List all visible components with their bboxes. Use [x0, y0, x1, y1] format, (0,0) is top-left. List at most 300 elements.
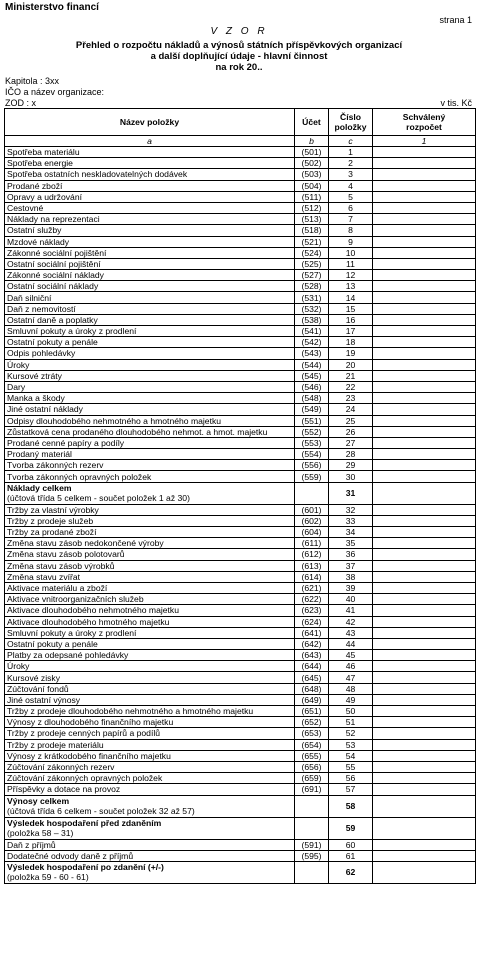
- row-name: Prodaný materiál: [5, 449, 295, 460]
- col-letter-b: b: [295, 136, 329, 147]
- row-budget-cell[interactable]: [373, 214, 476, 225]
- table-row: [5, 247, 476, 258]
- table-row: [5, 393, 476, 404]
- total-name: Výsledek hospodaření po zdanění (+/-): [7, 862, 164, 873]
- table-row: [5, 202, 476, 213]
- row-number: 4: [329, 180, 373, 191]
- row-number: 6: [329, 202, 373, 213]
- table-row: [5, 314, 476, 325]
- row-number: 8: [329, 225, 373, 236]
- total-subtitle: (položka 59 - 60 - 61): [7, 872, 89, 883]
- row-name: Spotřeba energie: [5, 158, 295, 169]
- row-account: (524): [295, 247, 329, 258]
- row-number: 19: [329, 348, 373, 359]
- row-name: Tržby z prodeje cenných papírů a podílů: [5, 728, 295, 739]
- row-name: Ostatní služby: [5, 225, 295, 236]
- row-budget-cell[interactable]: [373, 571, 476, 582]
- row-number: 45: [329, 650, 373, 661]
- row-number: 26: [329, 426, 373, 437]
- col-header-account: Účet: [295, 109, 329, 136]
- ministry-name: Ministerstvo financí: [5, 2, 99, 13]
- row-name: Daň silniční: [5, 292, 295, 303]
- row-name: Zůstatková cena prodaného dlouhodobého nehmot. a hmot. majetku: [5, 426, 295, 437]
- row-name: Prodané zboží: [5, 180, 295, 191]
- zod-label: ZOD : x: [5, 98, 36, 108]
- row-number: 5: [329, 191, 373, 202]
- row-account: (521): [295, 236, 329, 247]
- row-account: (511): [295, 191, 329, 202]
- row-name: Zúčtování zákonných opravných položek: [5, 773, 295, 784]
- row-number: 23: [329, 393, 373, 404]
- table-row: [5, 728, 476, 739]
- row-number: 49: [329, 694, 373, 705]
- row-account: (648): [295, 683, 329, 694]
- row-number: 20: [329, 359, 373, 370]
- row-budget-cell[interactable]: [373, 180, 476, 191]
- total-budget-cell[interactable]: [373, 817, 476, 839]
- row-account: (527): [295, 270, 329, 281]
- table-row: [5, 404, 476, 415]
- row-account: (591): [295, 839, 329, 850]
- row-number: 52: [329, 728, 373, 739]
- table-row: [5, 650, 476, 661]
- row-account: (502): [295, 158, 329, 169]
- row-name: Spotřeba ostatních neskladovatelných dodávek: [5, 169, 295, 180]
- total-name: Výnosy celkem: [7, 796, 70, 806]
- row-name: Ostatní pokuty a penále: [5, 337, 295, 348]
- row-number: 47: [329, 672, 373, 683]
- kapitola-label: Kapitola : 3xx: [5, 76, 60, 86]
- table-row: [5, 571, 476, 582]
- row-name: Zúčtování fondů: [5, 683, 295, 694]
- total-name-cell: [5, 482, 295, 504]
- total-budget-cell[interactable]: [373, 861, 476, 883]
- row-account: (655): [295, 750, 329, 761]
- col-header-budget: [373, 109, 476, 136]
- row-account: (556): [295, 460, 329, 471]
- row-name: Jiné ostatní výnosy: [5, 694, 295, 705]
- row-account: (595): [295, 850, 329, 861]
- row-name: Aktivace dlouhodobého nehmotného majetku: [5, 605, 295, 616]
- row-name: Náklady na reprezentaci: [5, 214, 295, 225]
- row-name: Úroky: [5, 359, 295, 370]
- row-account: (513): [295, 214, 329, 225]
- row-name: Daň z příjmů: [5, 839, 295, 850]
- row-number: 36: [329, 549, 373, 560]
- table-row: [5, 270, 476, 281]
- table-row: [5, 370, 476, 381]
- total-number: 58: [329, 795, 373, 817]
- units-label: v tis. Kč: [440, 98, 472, 108]
- row-budget-cell[interactable]: [373, 672, 476, 683]
- row-number: 18: [329, 337, 373, 348]
- row-budget-cell[interactable]: [373, 839, 476, 850]
- row-budget-cell[interactable]: [373, 773, 476, 784]
- row-name: Dodatečné odvody daně z příjmů: [5, 850, 295, 861]
- row-account: (621): [295, 582, 329, 593]
- total-name-cell: [5, 817, 295, 839]
- table-row: [5, 258, 476, 269]
- row-account: (541): [295, 326, 329, 337]
- row-budget-cell[interactable]: [373, 169, 476, 180]
- row-account: (504): [295, 180, 329, 191]
- row-budget-cell[interactable]: [373, 191, 476, 202]
- table-row: [5, 460, 476, 471]
- row-account: (549): [295, 404, 329, 415]
- row-account: (641): [295, 627, 329, 638]
- table-row: [5, 381, 476, 392]
- row-budget-cell[interactable]: [373, 393, 476, 404]
- row-budget-cell[interactable]: [373, 348, 476, 359]
- row-name: Výnosy z dlouhodobého finančního majetku: [5, 717, 295, 728]
- row-name: Tržby z prodeje dlouhodobého nehmotného a hmotného majetku: [5, 706, 295, 717]
- table-row: [5, 426, 476, 437]
- table-row-total: [5, 861, 476, 883]
- row-account: (659): [295, 773, 329, 784]
- table-row: [5, 471, 476, 482]
- row-name: Smluvní pokuty a úroky z prodlení: [5, 627, 295, 638]
- row-account: (525): [295, 258, 329, 269]
- row-number: 30: [329, 471, 373, 482]
- row-budget-cell[interactable]: [373, 728, 476, 739]
- table-body: [5, 147, 476, 884]
- row-account: (653): [295, 728, 329, 739]
- row-account: (554): [295, 449, 329, 460]
- row-name: Daň z nemovitostí: [5, 303, 295, 314]
- row-name: Zákonné sociální náklady: [5, 270, 295, 281]
- total-name-cell: [5, 861, 295, 883]
- row-budget-cell[interactable]: [373, 638, 476, 649]
- col-header-budget-line2: rozpočet: [406, 122, 442, 132]
- row-budget-cell[interactable]: [373, 784, 476, 795]
- row-budget-cell[interactable]: [373, 437, 476, 448]
- row-name: Opravy a udržování: [5, 191, 295, 202]
- table-row: [5, 292, 476, 303]
- row-budget-cell[interactable]: [373, 850, 476, 861]
- row-budget-cell[interactable]: [373, 616, 476, 627]
- row-number: 3: [329, 169, 373, 180]
- title-line-2: a další doplňující údaje - hlavní činnost: [150, 51, 328, 62]
- table-row: [5, 784, 476, 795]
- row-budget-cell[interactable]: [373, 683, 476, 694]
- table-row: [5, 616, 476, 627]
- row-name: Kursové ztráty: [5, 370, 295, 381]
- row-number: 53: [329, 739, 373, 750]
- col-letter-c: c: [329, 136, 373, 147]
- row-account: (643): [295, 650, 329, 661]
- row-name: Mzdové náklady: [5, 236, 295, 247]
- table-row: [5, 437, 476, 448]
- vzor-label: V Z O R: [210, 26, 268, 37]
- row-account: (624): [295, 616, 329, 627]
- row-budget-cell[interactable]: [373, 627, 476, 638]
- row-number: 15: [329, 303, 373, 314]
- row-number: 1: [329, 147, 373, 158]
- row-budget-cell[interactable]: [373, 326, 476, 337]
- col-header-budget-line1: Schválený: [402, 112, 446, 122]
- row-account: (518): [295, 225, 329, 236]
- row-budget-cell[interactable]: [373, 314, 476, 325]
- row-number: 33: [329, 515, 373, 526]
- table-row: [5, 191, 476, 202]
- col-header-item-line1: Číslo: [339, 112, 361, 122]
- row-number: 2: [329, 158, 373, 169]
- row-number: 43: [329, 627, 373, 638]
- row-account: (542): [295, 337, 329, 348]
- total-subtitle: (položka 58 – 31): [7, 828, 74, 838]
- row-account: (649): [295, 694, 329, 705]
- row-number: 35: [329, 538, 373, 549]
- title-line-3: na rok 20..: [215, 62, 263, 73]
- row-number: 48: [329, 683, 373, 694]
- row-number: 32: [329, 504, 373, 515]
- row-name: Změna stavu zásob výrobků: [5, 560, 295, 571]
- row-account: (601): [295, 504, 329, 515]
- table-row-total: [5, 795, 476, 817]
- row-budget-cell[interactable]: [373, 415, 476, 426]
- row-account: (611): [295, 538, 329, 549]
- row-number: 38: [329, 571, 373, 582]
- row-number: 54: [329, 750, 373, 761]
- row-account: (645): [295, 672, 329, 683]
- table-row: [5, 560, 476, 571]
- row-budget-cell[interactable]: [373, 359, 476, 370]
- col-header-item-line2: položky: [334, 122, 367, 132]
- row-number: 50: [329, 706, 373, 717]
- total-budget-cell[interactable]: [373, 795, 476, 817]
- total-account: [295, 861, 329, 883]
- row-budget-cell[interactable]: [373, 750, 476, 761]
- row-account: (538): [295, 314, 329, 325]
- table-row: [5, 683, 476, 694]
- row-number: 28: [329, 449, 373, 460]
- row-account: (623): [295, 605, 329, 616]
- row-budget-cell[interactable]: [373, 258, 476, 269]
- row-budget-cell[interactable]: [373, 292, 476, 303]
- row-number: 11: [329, 258, 373, 269]
- row-account: (532): [295, 303, 329, 314]
- row-budget-cell[interactable]: [373, 202, 476, 213]
- row-budget-cell[interactable]: [373, 582, 476, 593]
- page-number: strana 1: [439, 15, 472, 25]
- row-budget-cell[interactable]: [373, 281, 476, 292]
- row-budget-cell[interactable]: [373, 706, 476, 717]
- row-budget-cell[interactable]: [373, 538, 476, 549]
- row-budget-cell[interactable]: [373, 303, 476, 314]
- row-budget-cell[interactable]: [373, 515, 476, 526]
- col-letter-1: 1: [373, 136, 476, 147]
- row-name: Ostatní sociální pojištění: [5, 258, 295, 269]
- row-account: (613): [295, 560, 329, 571]
- row-budget-cell[interactable]: [373, 270, 476, 281]
- table-row: [5, 773, 476, 784]
- row-budget-cell[interactable]: [373, 717, 476, 728]
- row-budget-cell[interactable]: [373, 694, 476, 705]
- row-account: (545): [295, 370, 329, 381]
- row-budget-cell[interactable]: [373, 337, 476, 348]
- table-row: [5, 750, 476, 761]
- total-subtitle: (účtová třída 5 celkem - součet položek 1 až 30): [7, 493, 190, 504]
- row-account: (622): [295, 594, 329, 605]
- row-budget-cell[interactable]: [373, 661, 476, 672]
- row-account: (544): [295, 359, 329, 370]
- table-row: [5, 538, 476, 549]
- table-row: [5, 605, 476, 616]
- row-budget-cell[interactable]: [373, 471, 476, 482]
- col-letter-a: a: [5, 136, 295, 147]
- row-budget-cell[interactable]: [373, 527, 476, 538]
- row-name: Zúčtování zákonných rezerv: [5, 761, 295, 772]
- total-number: 62: [329, 861, 373, 883]
- row-budget-cell[interactable]: [373, 560, 476, 571]
- table-row: [5, 672, 476, 683]
- row-account: (691): [295, 784, 329, 795]
- row-account: (644): [295, 661, 329, 672]
- row-number: 39: [329, 582, 373, 593]
- row-budget-cell[interactable]: [373, 594, 476, 605]
- row-number: 17: [329, 326, 373, 337]
- table-row: [5, 504, 476, 515]
- ico-label: IČO a název organizace:: [5, 87, 105, 97]
- row-name: Tržby z prodeje služeb: [5, 515, 295, 526]
- table-row: [5, 415, 476, 426]
- table-row: [5, 638, 476, 649]
- row-account: (512): [295, 202, 329, 213]
- row-budget-cell[interactable]: [373, 449, 476, 460]
- row-budget-cell[interactable]: [373, 739, 476, 750]
- row-name: Změna stavu zásob polotovarů: [5, 549, 295, 560]
- row-number: 13: [329, 281, 373, 292]
- table-row: [5, 180, 476, 191]
- row-account: (503): [295, 169, 329, 180]
- row-number: 12: [329, 270, 373, 281]
- row-number: 34: [329, 527, 373, 538]
- table-row: [5, 225, 476, 236]
- row-name: Prodané cenné papíry a podíly: [5, 437, 295, 448]
- row-account: (543): [295, 348, 329, 359]
- row-number: 14: [329, 292, 373, 303]
- row-account: (612): [295, 549, 329, 560]
- table-row: [5, 359, 476, 370]
- row-account: (604): [295, 527, 329, 538]
- row-name: Odpis pohledávky: [5, 348, 295, 359]
- table-row-total: [5, 817, 476, 839]
- row-name: Zákonné sociální pojištění: [5, 247, 295, 258]
- total-budget-cell[interactable]: [373, 482, 476, 504]
- row-account: (551): [295, 415, 329, 426]
- row-name: Spotřeba materiálu: [5, 147, 295, 158]
- row-name: Jiné ostatní náklady: [5, 404, 295, 415]
- total-account: [295, 817, 329, 839]
- row-budget-cell[interactable]: [373, 426, 476, 437]
- row-name: Tvorba zákonných rezerv: [5, 460, 295, 471]
- table-row: [5, 326, 476, 337]
- row-name: Smluvní pokuty a úroky z prodlení: [5, 326, 295, 337]
- row-name: Ostatní sociální náklady: [5, 281, 295, 292]
- row-budget-cell[interactable]: [373, 650, 476, 661]
- row-budget-cell[interactable]: [373, 504, 476, 515]
- table-row: [5, 281, 476, 292]
- row-name: Aktivace vnitroorganizačních služeb: [5, 594, 295, 605]
- row-budget-cell[interactable]: [373, 460, 476, 471]
- row-budget-cell[interactable]: [373, 247, 476, 258]
- row-name: Odpisy dlouhodobého nehmotného a hmotného majetku: [5, 415, 295, 426]
- row-account: (553): [295, 437, 329, 448]
- row-budget-cell[interactable]: [373, 381, 476, 392]
- row-number: 7: [329, 214, 373, 225]
- row-account: (654): [295, 739, 329, 750]
- table-row: [5, 515, 476, 526]
- row-number: 16: [329, 314, 373, 325]
- row-number: 29: [329, 460, 373, 471]
- row-account: (546): [295, 381, 329, 392]
- total-name-cell: [5, 795, 295, 817]
- table-row: [5, 661, 476, 672]
- row-number: 25: [329, 415, 373, 426]
- row-budget-cell[interactable]: [373, 158, 476, 169]
- row-number: 60: [329, 839, 373, 850]
- row-number: 27: [329, 437, 373, 448]
- row-account: (528): [295, 281, 329, 292]
- row-budget-cell[interactable]: [373, 761, 476, 772]
- row-number: 61: [329, 850, 373, 861]
- total-account: [295, 795, 329, 817]
- table-row: [5, 158, 476, 169]
- table-row: [5, 549, 476, 560]
- col-header-item-number: [329, 109, 373, 136]
- title-line-1: Přehled o rozpočtu nákladů a výnosů státních příspěvkových organizací: [75, 40, 403, 51]
- row-budget-cell[interactable]: [373, 236, 476, 247]
- table-row: [5, 169, 476, 180]
- row-name: Tržby za vlastní výrobky: [5, 504, 295, 515]
- row-number: 44: [329, 638, 373, 649]
- row-account: (501): [295, 147, 329, 158]
- row-name: Cestovné: [5, 202, 295, 213]
- row-budget-cell[interactable]: [373, 370, 476, 381]
- table-row: [5, 839, 476, 850]
- row-number: 42: [329, 616, 373, 627]
- row-name: Tržby z prodeje materiálu: [5, 739, 295, 750]
- table-row: [5, 348, 476, 359]
- row-budget-cell[interactable]: [373, 225, 476, 236]
- row-name: Výnosy z krátkodobého finančního majetku: [5, 750, 295, 761]
- row-budget-cell[interactable]: [373, 404, 476, 415]
- table-row-total: [5, 482, 476, 504]
- total-number: 31: [329, 482, 373, 504]
- table-row: [5, 214, 476, 225]
- row-account: (559): [295, 471, 329, 482]
- table-row: [5, 147, 476, 158]
- row-account: (552): [295, 426, 329, 437]
- row-name: Tvorba zákonných opravných položek: [5, 471, 295, 482]
- row-number: 37: [329, 560, 373, 571]
- total-number: 59: [329, 817, 373, 839]
- row-account: (614): [295, 571, 329, 582]
- row-name: Tržby za prodané zboží: [5, 527, 295, 538]
- table-row: [5, 449, 476, 460]
- row-account: (651): [295, 706, 329, 717]
- total-account: [295, 482, 329, 504]
- row-name: Úroky: [5, 661, 295, 672]
- row-number: 55: [329, 761, 373, 772]
- row-budget-cell[interactable]: [373, 549, 476, 560]
- row-budget-cell[interactable]: [373, 147, 476, 158]
- row-budget-cell[interactable]: [373, 605, 476, 616]
- col-header-name: Název položky: [5, 109, 295, 136]
- row-name: Kursové zisky: [5, 672, 295, 683]
- row-account: (531): [295, 292, 329, 303]
- row-name: Platby za odepsané pohledávky: [5, 650, 295, 661]
